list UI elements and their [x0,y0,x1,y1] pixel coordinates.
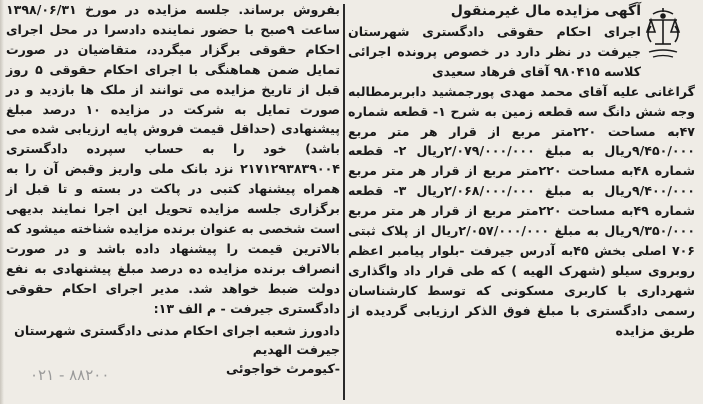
notice-title: آگهی مزایده مال غیرمنقول [450,3,641,19]
notice-continued-text: بفروش برساند. جلسه مزایده در مورخ ۱۳۹۸/۰۶/۳۱ ساعت ۹صبح با حضور نماینده دادسرا در محل اجرای احکام حقوقی برگزار میگردد، متقاضیان در صورت تمایل ضمن هماهنگی با اجرای احکام حقوقی ۵ روز قبل از تاریخ مزایده می توانند از ملک ها بازدید و در صورت تمایل به شرکت در مزایده ۱۰ درصد مبلغ پیشنهادی (حداقل قیمت فروش پایه ارزیابی شده می باشد) خود را به حساب سپرده دادگستری ۲۱۷۱۲۹۳۸۳۹۰۰۴ نزد بانک ملی واریز وقبض آن را به همراه پیشنهاد کتبی در پاکت در بسته و تا قبل از برگزاری جلسه مزایده تحویل این اجرا نمایند بدیهی است شخصی به عنوان برنده مزایده شناخته میشود که بالاترین قیمت را پیشنهاد داده باشد و در صورت انصراف برنده مزایده ده درصد مبلغ پیشنهادی به نفع دولت ضبط خواهد شد. مدیر اجرای احکام حقوقی دادگستری جیرفت - م الف ۱۳: [6,2,340,316]
signature-line-2: -کیومرث خواجوئی [226,360,340,376]
notice-continued-paragraph [6,0,340,319]
scan-edge-shadow [0,0,4,404]
right-column [348,0,695,404]
notice-lead-paragraph [348,22,641,82]
column-divider [343,4,345,400]
judiciary-emblem-icon [639,4,687,64]
signature-line-1: دادورز شعبه اجرای احکام مدنی دادگستری شهرستان جیرفت الهدیم [14,322,340,357]
notice-lead-text: اجرای احکام حقوقی دادگستری شهرستان جیرفت در نظر دارد در خصوص پرونده اجرائی کلاسه ۹۸۰۴۱۵ آقای فرهاد سعیدی [348,24,641,79]
left-column [6,0,340,404]
notice-main-text: گراغانی علیه آقای محمد مهدی پورجمشید دابربرمطالبه وجه شش دانگ سه قطعه زمین به شرح ۱- قطعه شماره ۴۷به مساحت ۲۲۰متر مربع از قرار هر متر مربع ۹/۴۵۰/۰۰۰ریال به مبلغ ۲/۰۷۹/۰۰۰/۰۰۰ریال ۲- قطعه شماره ۴۸به مساحت ۲۲۰متر مربع از قرار هر متر مربع ۹/۴۰۰/۰۰۰ریال به مبلغ ۲/۰۶۸/۰۰۰/۰۰۰ریال ۳- قطعه شماره ۴۹به مساحت ۲۲۰متر مربع از قرار هر متر مربع ۹/۳۵۰/۰۰۰ریال به مبلغ ۲/۰۵۷/۰۰۰/۰۰۰ریال از پلاک ثبتی ۷۰۶ اصلی بخش ۴۵به آدرس جیرفت -بلوار پیامبر اعظم روبروی سیلو (شهرک الهیه ) که طی قرار داد واگذاری شهرداری با کاربری مسکونی که توسط کارشناسان رسمی دادگستری با مبلغ فوق الذکر ارزیابی گردیده از طریق مزایده [348,83,696,338]
notice-main-paragraph [348,82,695,341]
faded-phone-number: ۰۲۱ - ۸۸۲۰۰ [30,366,110,384]
